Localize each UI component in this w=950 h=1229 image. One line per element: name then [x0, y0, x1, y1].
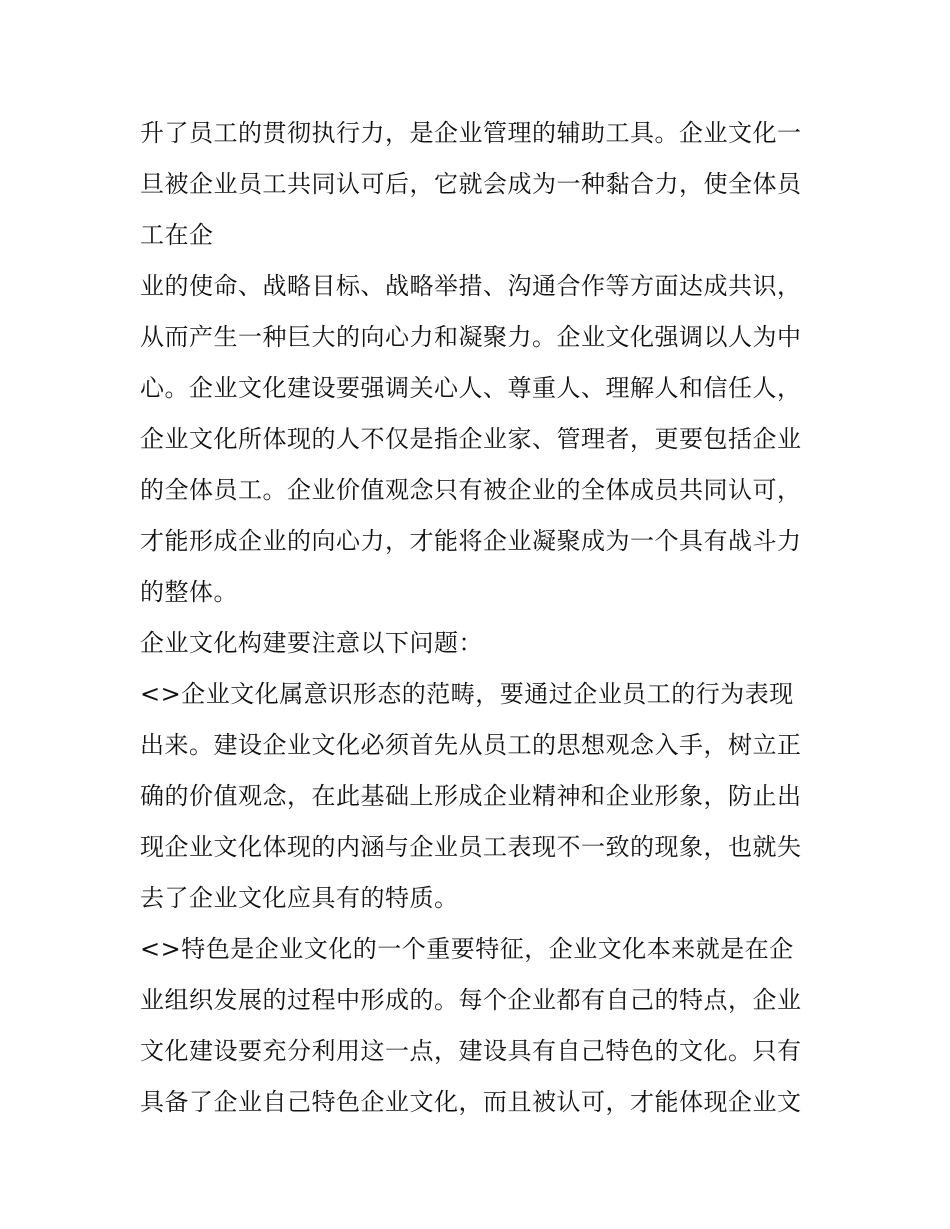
text-line: <>企业文化属意识形态的范畴，要通过企业员工的行为表现: [140, 680, 794, 708]
text-line: 工在企: [140, 221, 214, 249]
text-line: 具备了企业自己特色企业文化，而且被认可，才能体现企业文: [140, 1088, 802, 1116]
section-heading: 企业文化构建要注意以下问题：: [140, 629, 483, 657]
text-line: 出来。建设企业文化必须首先从员工的思想观念入手，树立正: [140, 731, 802, 759]
text-line: 去了企业文化应具有的特质。: [140, 884, 459, 912]
text-line: 的全体员工。企业价值观念只有被企业的全体成员共同认可，: [140, 476, 802, 504]
text-line: 企业文化所体现的人不仅是指企业家、管理者，更要包括企业: [140, 425, 802, 453]
text-line: 旦被企业员工共同认可后，它就会成为一种黏合力，使全体员: [140, 170, 802, 198]
text-line: 文化建设要充分利用这一点，建设具有自己特色的文化。只有: [140, 1037, 802, 1065]
text-line: 的整体。: [140, 578, 238, 606]
text-line: 心。企业文化建设要强调关心人、尊重人、理解人和信任人，: [140, 374, 802, 402]
text-line: 业的使命、战略目标、战略举措、沟通合作等方面达成共识，: [140, 272, 802, 300]
text-line: 从而产生一种巨大的向心力和凝聚力。企业文化强调以人为中: [140, 323, 802, 351]
body-text: [140, 108, 812, 1128]
text-line: 才能形成企业的向心力，才能将企业凝聚成为一个具有战斗力: [140, 527, 802, 555]
text-line: <>特色是企业文化的一个重要特征，企业文化本来就是在企: [140, 935, 794, 963]
text-line: 业组织发展的过程中形成的。每个企业都有自己的特点，企业: [140, 986, 802, 1014]
text-line: 升了员工的贯彻执行力，是企业管理的辅助工具。企业文化一: [140, 119, 802, 147]
text-line: 现企业文化体现的内涵与企业员工表现不一致的现象，也就失: [140, 833, 802, 861]
text-line: 确的价值观念，在此基础上形成企业精神和企业形象，防止出: [140, 782, 802, 810]
